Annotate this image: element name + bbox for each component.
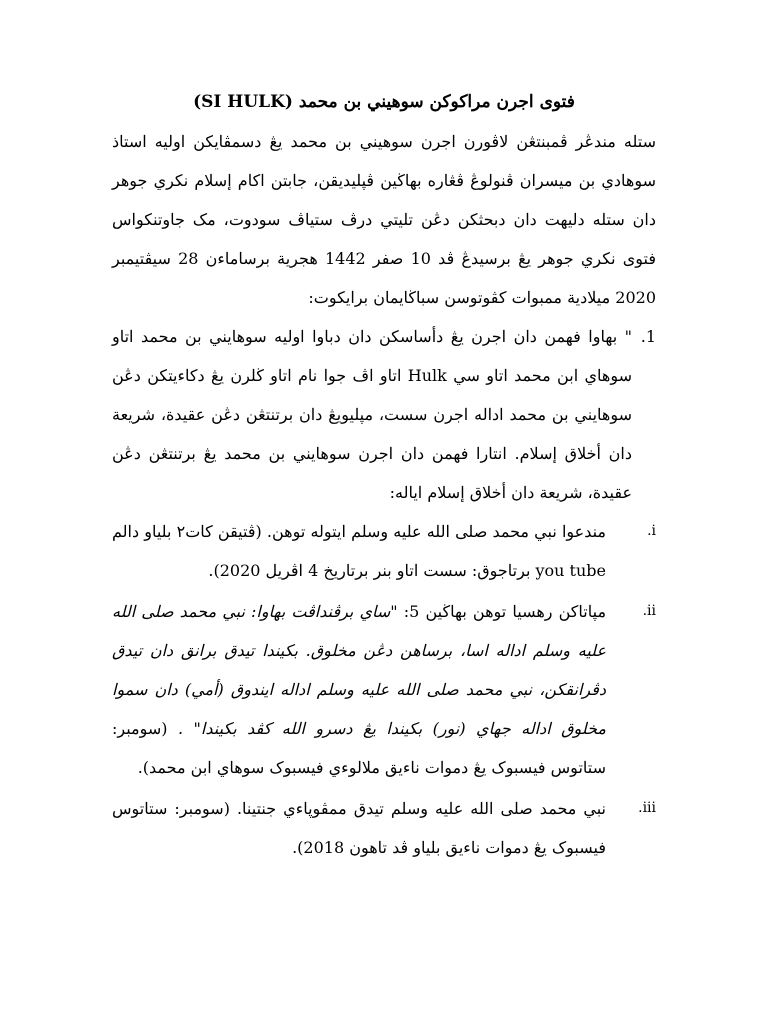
sub-item-quote: "ساي برڤنداڤت بهاوا: نبي محمد صلى الله عليه وسلم اداله اسا، برساهن دڠن مخلوق. بكيندا تيدق برانق دان تيدق دڤرانقكن، نبي محمد صلى الله عليه وسلم اداله ايندوق (أمي) دان سموا مخلوق اداله جهاي (نور) بكيندا يڠ دسرو الله كڤد بكيندا" .: [112, 602, 606, 738]
sub-list: [112, 512, 656, 867]
sub-item-main: نبي محمد صلى الله عليه وسلم تيدق ممڤوڽاءي جنتينا. (سومبر: ستاتوس فيسبوک يڠ دموات ناءيق بلياو ڤد تاهون 2018).: [112, 799, 606, 857]
sub-item-iii: [112, 789, 656, 867]
intro-paragraph: ستله مندڠر ڤمبنتڠن لاڤورن اجرن سوهيني بن محمد يڠ دسمڤايكن اوليه استاذ سوهادي بن ميسران ڤنولوڠ ڤڠاره بهاڬين ڤپليديقن، جابتن اكام إسلام نكري جوهر دان ستله دليهت دان دبحثكن دڠن تليتي درڤ ستياڤ سودوت، مک جاوتنكواس فتوى نكري جوهر يڠ برسيدڠ ڤد 10 صفر 1442 هجرية برساماءن 28 سيڤتيمبر 2020 ميلادية ممبوات كڤوتوسن سباڬايمان برايكوت:: [112, 132, 656, 307]
sub-item-text: [112, 512, 606, 590]
list-item-1: [112, 317, 656, 512]
sub-item-number: ii.: [642, 603, 656, 619]
list-item-text: " بهاوا فهمن دان اجرن يڠ دأساسكن دان دباوا اوليه سوهايني بن محمد اتاو سوهاي ابن محمد اتاو سي Hulk اتاو اڤ جوا نام اتاو ڬلرن يڠ دكاءيتكن دڠن سوهايني بن محمد اداله اجرن سست، مپليويڠ دان برتنتڠن دڠن عقيدة، شريعة دان أخلاق إسلام. انتارا فهمن دان اجرن سوهايني بن محمد يڠ برتنتڠن دڠن عقيدة، شريعة دان أخلاق إسلام اياله:: [112, 327, 632, 502]
list-item-number: 1.: [640, 327, 656, 346]
sub-item-number: i.: [647, 523, 656, 539]
sub-item-main: مندعوا نبي محمد صلى الله عليه وسلم ايتوله توهن. (ڤتيقن كات٢ بلياو دالم you tube برتاجوق: سست اتاو بنر برتاريخ 4 اڤريل 2020).: [112, 522, 606, 580]
sub-item-main: مپاتاكن رهسيا توهن بهاڬين 5:: [397, 602, 607, 621]
sub-item-number: iii.: [638, 800, 656, 816]
sub-item-ii: [112, 592, 656, 787]
document-title: فتوى اجرن مراكوكن سوهيني بن محمد (SI HULK): [193, 92, 575, 112]
sub-item-text: [112, 789, 606, 867]
sub-item-text: [112, 592, 606, 787]
sub-item-i: [112, 512, 656, 590]
sub-item-source: (سومبر: ستاتوس فيسبوک يڠ دموات ناءيق ملالوءي فيسبوک سوهاي ابن محمد).: [112, 719, 606, 777]
